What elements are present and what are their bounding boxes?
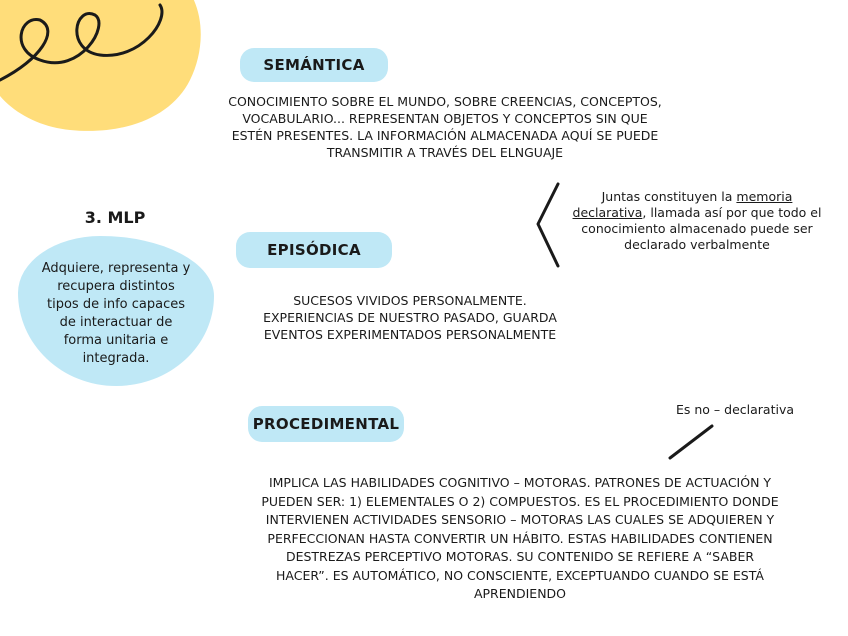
procedimental-line: INTERVIENEN ACTIVIDADES SENSORIO – MOTORAS LAS CUALES SE ADQUIEREN Y [265, 512, 775, 527]
episodica-line: EVENTOS EXPERIMENTADOS PERSONALMENTE [263, 327, 557, 342]
episodica-line: SUCESOS VIVIDOS PERSONALMENTE. [293, 293, 527, 308]
declarativa-note-line-1 [556, 189, 838, 205]
procedimental-line: IMPLICA LAS HABILIDADES COGNITIVO – MOTORAS. PATRONES DE ACTUACIÓN Y [268, 475, 772, 490]
episodica-title: EPISÓDICA [236, 232, 392, 268]
mlp-line: forma unitaria e [63, 333, 169, 348]
mlp-line: recupera distintos [57, 279, 175, 294]
declarativa-note-line-3: conocimiento almacenado puede ser [581, 221, 813, 236]
mlp-line: tipos de info capaces [47, 297, 185, 312]
episodica-line: EXPERIENCIAS DE NUESTRO PASADO, GUARDA [263, 310, 557, 325]
memoria-declarativa-term: memoria [736, 189, 793, 204]
semantica-title: SEMÁNTICA [240, 48, 388, 82]
procedimental-line: PERFECCIONAN HASTA CONVERTIR UN HÁBITO. ESTAS HABILIDADES CONTIENEN [267, 530, 773, 546]
mlp-description [22, 260, 210, 368]
declarativa-note-text: Juntas constituyen la [601, 189, 737, 204]
semantica-line: TRANSMITIR A TRAVÉS DEL ELNGUAJE [326, 145, 564, 160]
procedimental-line: PUEDEN SER: 1) ELEMENTALES O 2) COMPUESTOS. ES EL PROCEDIMIENTO DONDE [261, 493, 779, 509]
no-declarativa-note: Es no – declarativa [675, 402, 794, 417]
declarativa-note-line-4: declarado verbalmente [624, 237, 770, 252]
procedimental-description [200, 474, 840, 604]
memoria-declarativa-term: declarativa [572, 205, 643, 220]
mlp-line: de interactuar de [59, 315, 173, 330]
episodica-description [230, 292, 590, 343]
procedimental-line: APRENDIENDO [473, 586, 567, 601]
semantica-description [200, 93, 690, 161]
declarativa-note-line-2 [556, 205, 838, 221]
procedimental-line: DESTREZAS PERCEPTIVO MOTORAS. SU CONTENIDO SE REFIERE A “SABER [285, 549, 755, 564]
mlp-line: integrada. [82, 351, 150, 366]
semantica-line: ESTÉN PRESENTES. LA INFORMACIÓN ALMACENADA AQUÍ SE PUEDE [231, 128, 659, 143]
procedimental-title: PROCEDIMENTAL [248, 406, 404, 442]
semantica-line: CONOCIMIENTO SOBRE EL MUNDO, SOBRE CREENCIAS, CONCEPTOS, [228, 94, 662, 109]
pointer-line-icon [666, 422, 716, 462]
mlp-line: Adquiere, representa y [41, 261, 191, 276]
declarativa-note [556, 189, 838, 253]
mlp-title: 3. MLP [84, 208, 146, 227]
semantica-line: VOCABULARIO... REPRESENTAN OBJETOS Y CONCEPTOS SIN QUE [242, 111, 648, 126]
yellow-scribble-blob [0, 0, 210, 140]
declarativa-note-text: , llamada así por que todo el [642, 205, 822, 220]
procedimental-line: HACER”. ES AUTOMÁTICO, NO CONSCIENTE, EXCEPTUANDO CUANDO SE ESTÁ [276, 567, 764, 583]
